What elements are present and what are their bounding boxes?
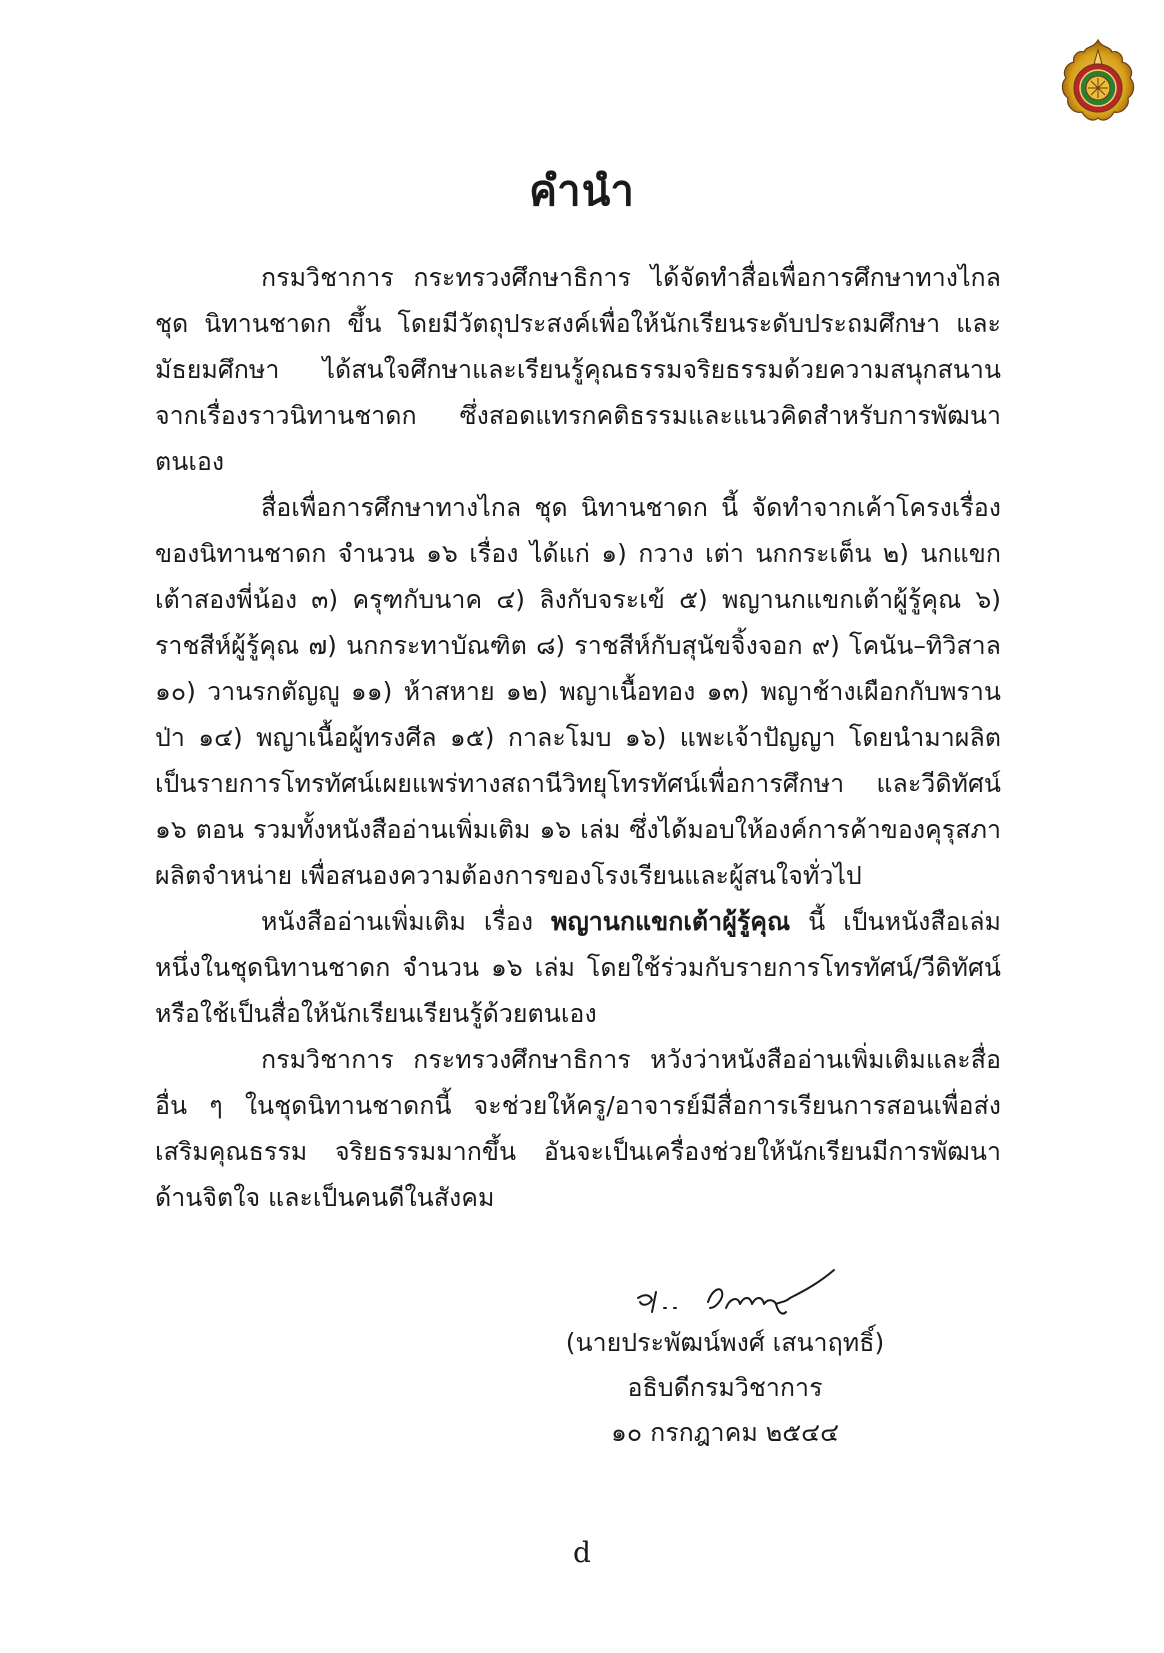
signatory-position: อธิบดีกรมวิชาการ bbox=[627, 1373, 823, 1402]
paragraph-2-text: สื่อเพื่อการศึกษาทางไกล ชุด นิทานชาดก นี้ จัดทำจากเค้าโครงเรื่องของนิทานชาดก จำนวน ๑๖ เรื่อง ได้แก่ ๑) กวาง เต่า นกกระเต็น ๒) นกแขกเต้าสองพี่น้อง ๓) ครุฑกับนาค ๔) ลิงกับจระเข้ ๕) พญานกแขกเต้าผู้รู้คุณ ๖) ราชสีห์ผู้รู้คุณ ๗) นกกระทาบัณฑิต ๘) ราชสีห์กับสุนัขจิ้งจอก ๙) โคนัน–ทิวิสาล ๑๐) วานรกตัญญู ๑๑) ห้าสหาย ๑๒) พญาเนื้อทอง ๑๓) พญาช้างเผือกกับพรานป่า ๑๔) พญาเนื้อผู้ทรงศีล ๑๕) กาละโมบ ๑๖) แพะเจ้าปัญญา โดยนำมาผลิตเป็นรายการโทรทัศน์เผยแพร่ทางสถานีวิทยุโทรทัศน์เพื่อการศึกษา และวีดิทัศน์ ๑๖ ตอน รวมทั้งหนังสืออ่านเพิ่มเติม ๑๖ เล่ม ซึ่งได้มอบให้องค์การค้าของคุรุสภาผลิตจำหน่าย เพื่อสนองความต้องการของโรงเรียนและผู้สนใจทั่วไป bbox=[155, 493, 1001, 890]
handwritten-signature bbox=[630, 1268, 870, 1328]
paragraph-4 bbox=[155, 1037, 1001, 1221]
paragraph-3-text-end: นี้ เป็นหนังสือเล่มหนึ่งในชุดนิทานชาดก จำนวน ๑๖ เล่ม โดยใช้ร่วมกับรายการโทรทัศน์/วีดิทัศน์ หรือใช้เป็นสื่อให้นักเรียนเรียนรู้ด้วยตนเอง bbox=[155, 907, 1001, 1028]
ministry-of-education-emblem-icon bbox=[1058, 38, 1138, 122]
paragraph-4-text: กรมวิชาการ กระทรวงศึกษาธิการ หวังว่าหนังสืออ่านเพิ่มเติมและสื่ออื่น ๆ ในชุดนิทานชาดกนี้ จะช่วยให้ครู/อาจารย์มีสื่อการเรียนการสอนเพื่อส่งเสริมคุณธรรม จริยธรรมมากขึ้น อันจะเป็นเครื่องช่วยให้นักเรียนมีการพัฒนาด้านจิตใจ และเป็นคนดีในสังคม bbox=[155, 1045, 1001, 1212]
signatory-name: (นายประพัฒน์พงศ์ เสนาฤทธิ์) bbox=[565, 1328, 885, 1357]
paragraph-1-text: กรมวิชาการ กระทรวงศึกษาธิการ ได้จัดทำสื่อเพื่อการศึกษาทางไกล ชุด นิทานชาดก ขึ้น โดยมีวัตถุประสงค์เพื่อให้นักเรียนระดับประถมศึกษา และมัธยมศึกษา ได้สนใจศึกษาและเรียนรู้คุณธรรมจริยธรรมด้วยความสนุกสนานจากเรื่องราวนิทานชาดก ซึ่งสอดแทรกคติธรรมและแนวคิดสำหรับการพัฒนาตนเอง bbox=[155, 263, 1001, 476]
page-title: คำนำ bbox=[529, 166, 635, 215]
paragraph-2 bbox=[155, 485, 1001, 899]
signature-date: ๑๐ กรกฎาคม ๒๕๔๔ bbox=[611, 1418, 839, 1447]
page-number: d bbox=[573, 1536, 591, 1569]
preface-body bbox=[155, 255, 1001, 1221]
paragraph-3 bbox=[155, 899, 1001, 1037]
book-title: พญานกแขกเต้าผู้รู้คุณ bbox=[550, 907, 791, 936]
paragraph-3-text-start: หนังสืออ่านเพิ่มเติม เรื่อง bbox=[261, 907, 551, 936]
paragraph-1 bbox=[155, 255, 1001, 485]
